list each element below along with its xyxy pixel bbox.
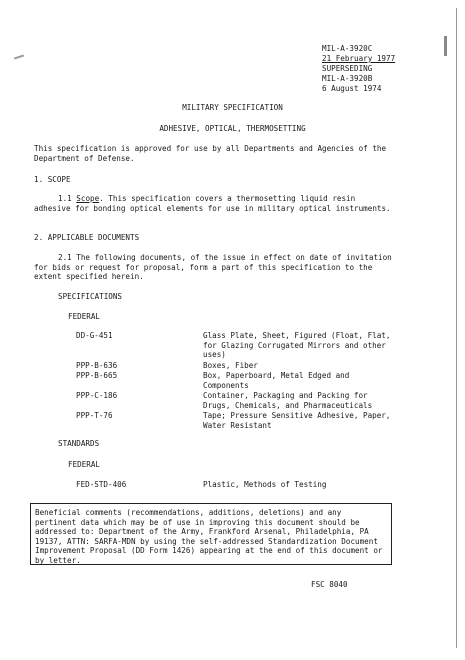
spec-id: PPP-C-186 bbox=[76, 391, 118, 400]
page-title: MILITARY SPECIFICATION bbox=[182, 103, 283, 112]
section-scope-heading: 1. SCOPE bbox=[34, 175, 71, 184]
spec-description: Container, Packaging and Packing for Drugs, Chemicals, and Pharmaceuticals bbox=[203, 391, 373, 410]
specifications-federal-heading: FEDERAL bbox=[68, 312, 101, 321]
document-number: MIL-A-3920C bbox=[322, 44, 373, 53]
scope-number: 1.1 bbox=[58, 194, 72, 203]
section-applicable-heading: 2. APPLICABLE DOCUMENTS bbox=[34, 233, 140, 242]
applicable-paragraph: 2.1 The following documents, of the issue in effect on date of invitation for bids or request for proposal, form a part of this specification to the extent specified herein. bbox=[34, 253, 392, 282]
approval-statement: This specification is approved for use by all Departments and Agencies of the Department of Defense. bbox=[34, 144, 387, 163]
standards-federal-heading: FEDERAL bbox=[68, 460, 101, 469]
spec-description: Box, Paperboard, Metal Edged and Components bbox=[203, 371, 350, 390]
spec-id: PPP-B-636 bbox=[76, 361, 118, 370]
superseding-label: SUPERSEDING bbox=[322, 64, 373, 73]
spec-id: PPP-B-665 bbox=[76, 371, 118, 380]
standard-id: FED-STD-406 bbox=[76, 480, 127, 489]
spec-description: Boxes, Fiber bbox=[203, 361, 258, 370]
beneficial-comments-box: Beneficial comments (recommendations, additions, deletions) and any pertinent data which may be of use in improving this document should be addressed to: Department of the Army, Frankford Arsenal, Philadelphia, PA 19137, ATTN: SARFA-MDN by using the self-addressed Standardization Document Improvement Proposal (DD Form 1426) appearing at the end of this document or by letter. bbox=[30, 503, 392, 565]
scope-text: . This specification covers a thermosetting liquid resin adhesive for bonding optical elements for use in military optical instruments. bbox=[34, 194, 391, 213]
document-date: 21 February 1977 bbox=[322, 54, 396, 63]
scope-paragraph bbox=[34, 194, 394, 213]
standard-description: Plastic, Methods of Testing bbox=[203, 480, 327, 489]
page-edge-mark bbox=[444, 36, 447, 56]
spec-id: DD-G-451 bbox=[76, 331, 113, 340]
spec-description: Glass Plate, Sheet, Figured (Float, Flat, for Glazing Corrugated Mirrors and other uses) bbox=[203, 331, 391, 360]
specifications-heading: SPECIFICATIONS bbox=[58, 292, 123, 301]
scope-label: Scope bbox=[76, 194, 100, 203]
fsc-code: FSC 8040 bbox=[311, 580, 348, 589]
superseded-number: MIL-A-3920B bbox=[322, 74, 373, 83]
standards-heading: STANDARDS bbox=[58, 439, 100, 448]
spec-id: PPP-T-76 bbox=[76, 411, 113, 420]
document-identifier-block bbox=[322, 44, 395, 94]
spec-description: Tape; Pressure Sensitive Adhesive, Paper, Water Resistant bbox=[203, 411, 391, 430]
scan-speck bbox=[14, 55, 24, 60]
superseded-date: 6 August 1974 bbox=[322, 84, 382, 93]
page-subtitle: ADHESIVE, OPTICAL, THERMOSETTING bbox=[159, 124, 306, 133]
